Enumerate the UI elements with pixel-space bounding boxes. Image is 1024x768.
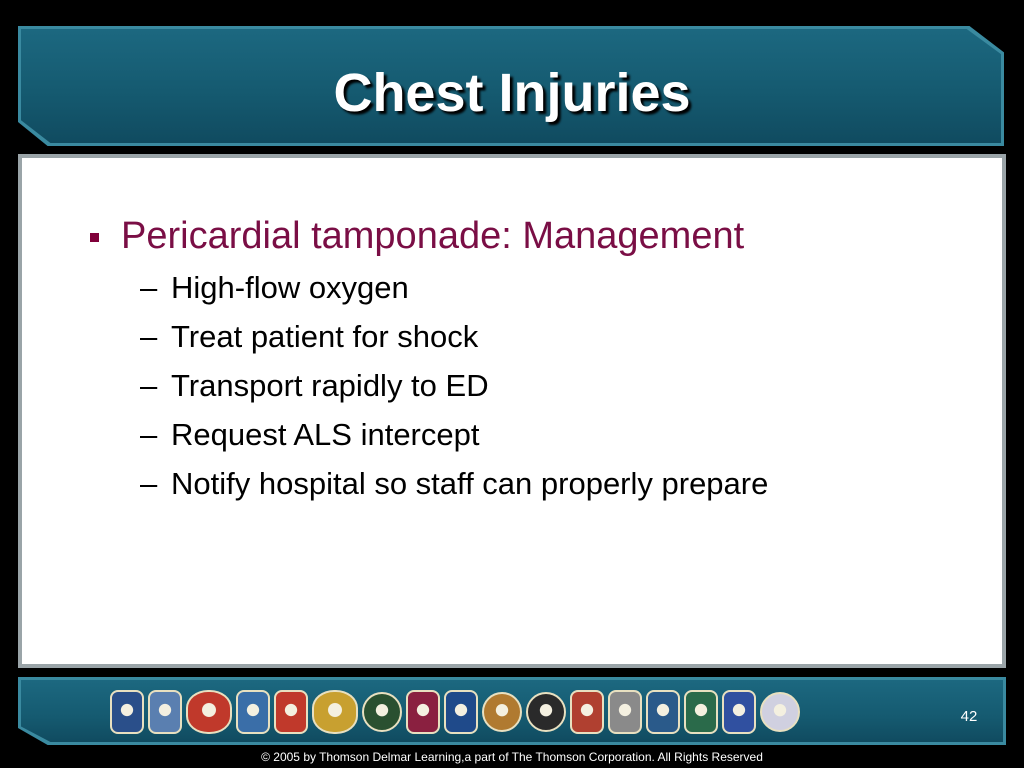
ems-patch-row: [110, 686, 900, 738]
sub-bullet-text: Request ALS intercept: [171, 417, 480, 452]
copyright-notice: © 2005 by Thomson Delmar Learning,a part of The Thomson Corporation. All Rights Reserved: [261, 750, 763, 764]
ems-patch-17: [760, 692, 800, 732]
ems-patch-1: [110, 690, 144, 734]
sub-bullet-text: Transport rapidly to ED: [171, 368, 489, 403]
texas-ems-patch: [722, 690, 756, 734]
ems-patch-4: [236, 690, 270, 734]
dash-bullet-icon: –: [140, 368, 158, 403]
fire-patch-11: [526, 692, 566, 732]
sub-bullet-item: [140, 413, 768, 462]
square-bullet-icon: [90, 233, 99, 242]
sub-bullet-text: High-flow oxygen: [171, 270, 409, 305]
sub-bullet-item: [140, 315, 768, 364]
medical-patch: [406, 690, 440, 734]
slide-number: 42: [960, 708, 978, 725]
main-bullet: [90, 214, 744, 258]
sub-bullet-item: [140, 364, 768, 413]
fire-rescue-patch: [186, 690, 232, 734]
main-bullet-text: Pericardial tamponade: Management: [121, 215, 745, 257]
ems-patch-5: [274, 690, 308, 734]
sub-bullet-item: [140, 266, 768, 315]
ems-patch-12: [570, 690, 604, 734]
ems-patch-10: [482, 692, 522, 732]
ems-patch-6: [312, 690, 358, 734]
dash-bullet-icon: –: [140, 466, 158, 501]
sub-bullet-item: [140, 462, 768, 511]
dash-bullet-icon: –: [140, 417, 158, 452]
sub-bullet-text: Treat patient for shock: [171, 319, 479, 354]
ems-patch-13: [608, 690, 642, 734]
dash-bullet-icon: –: [140, 319, 158, 354]
beaufort-county-patch: [148, 690, 182, 734]
slide-title: Chest Injuries: [333, 63, 691, 123]
boston-ems-patch: [362, 692, 402, 732]
sub-bullet-text: Notify hospital so staff can properly prepare: [171, 466, 769, 501]
ems-patch-15: [684, 690, 718, 734]
dash-bullet-icon: –: [140, 270, 158, 305]
sub-bullet-list: [140, 266, 768, 511]
middleton-ems-patch: [646, 690, 680, 734]
mountain-ambulance-patch: [444, 690, 478, 734]
